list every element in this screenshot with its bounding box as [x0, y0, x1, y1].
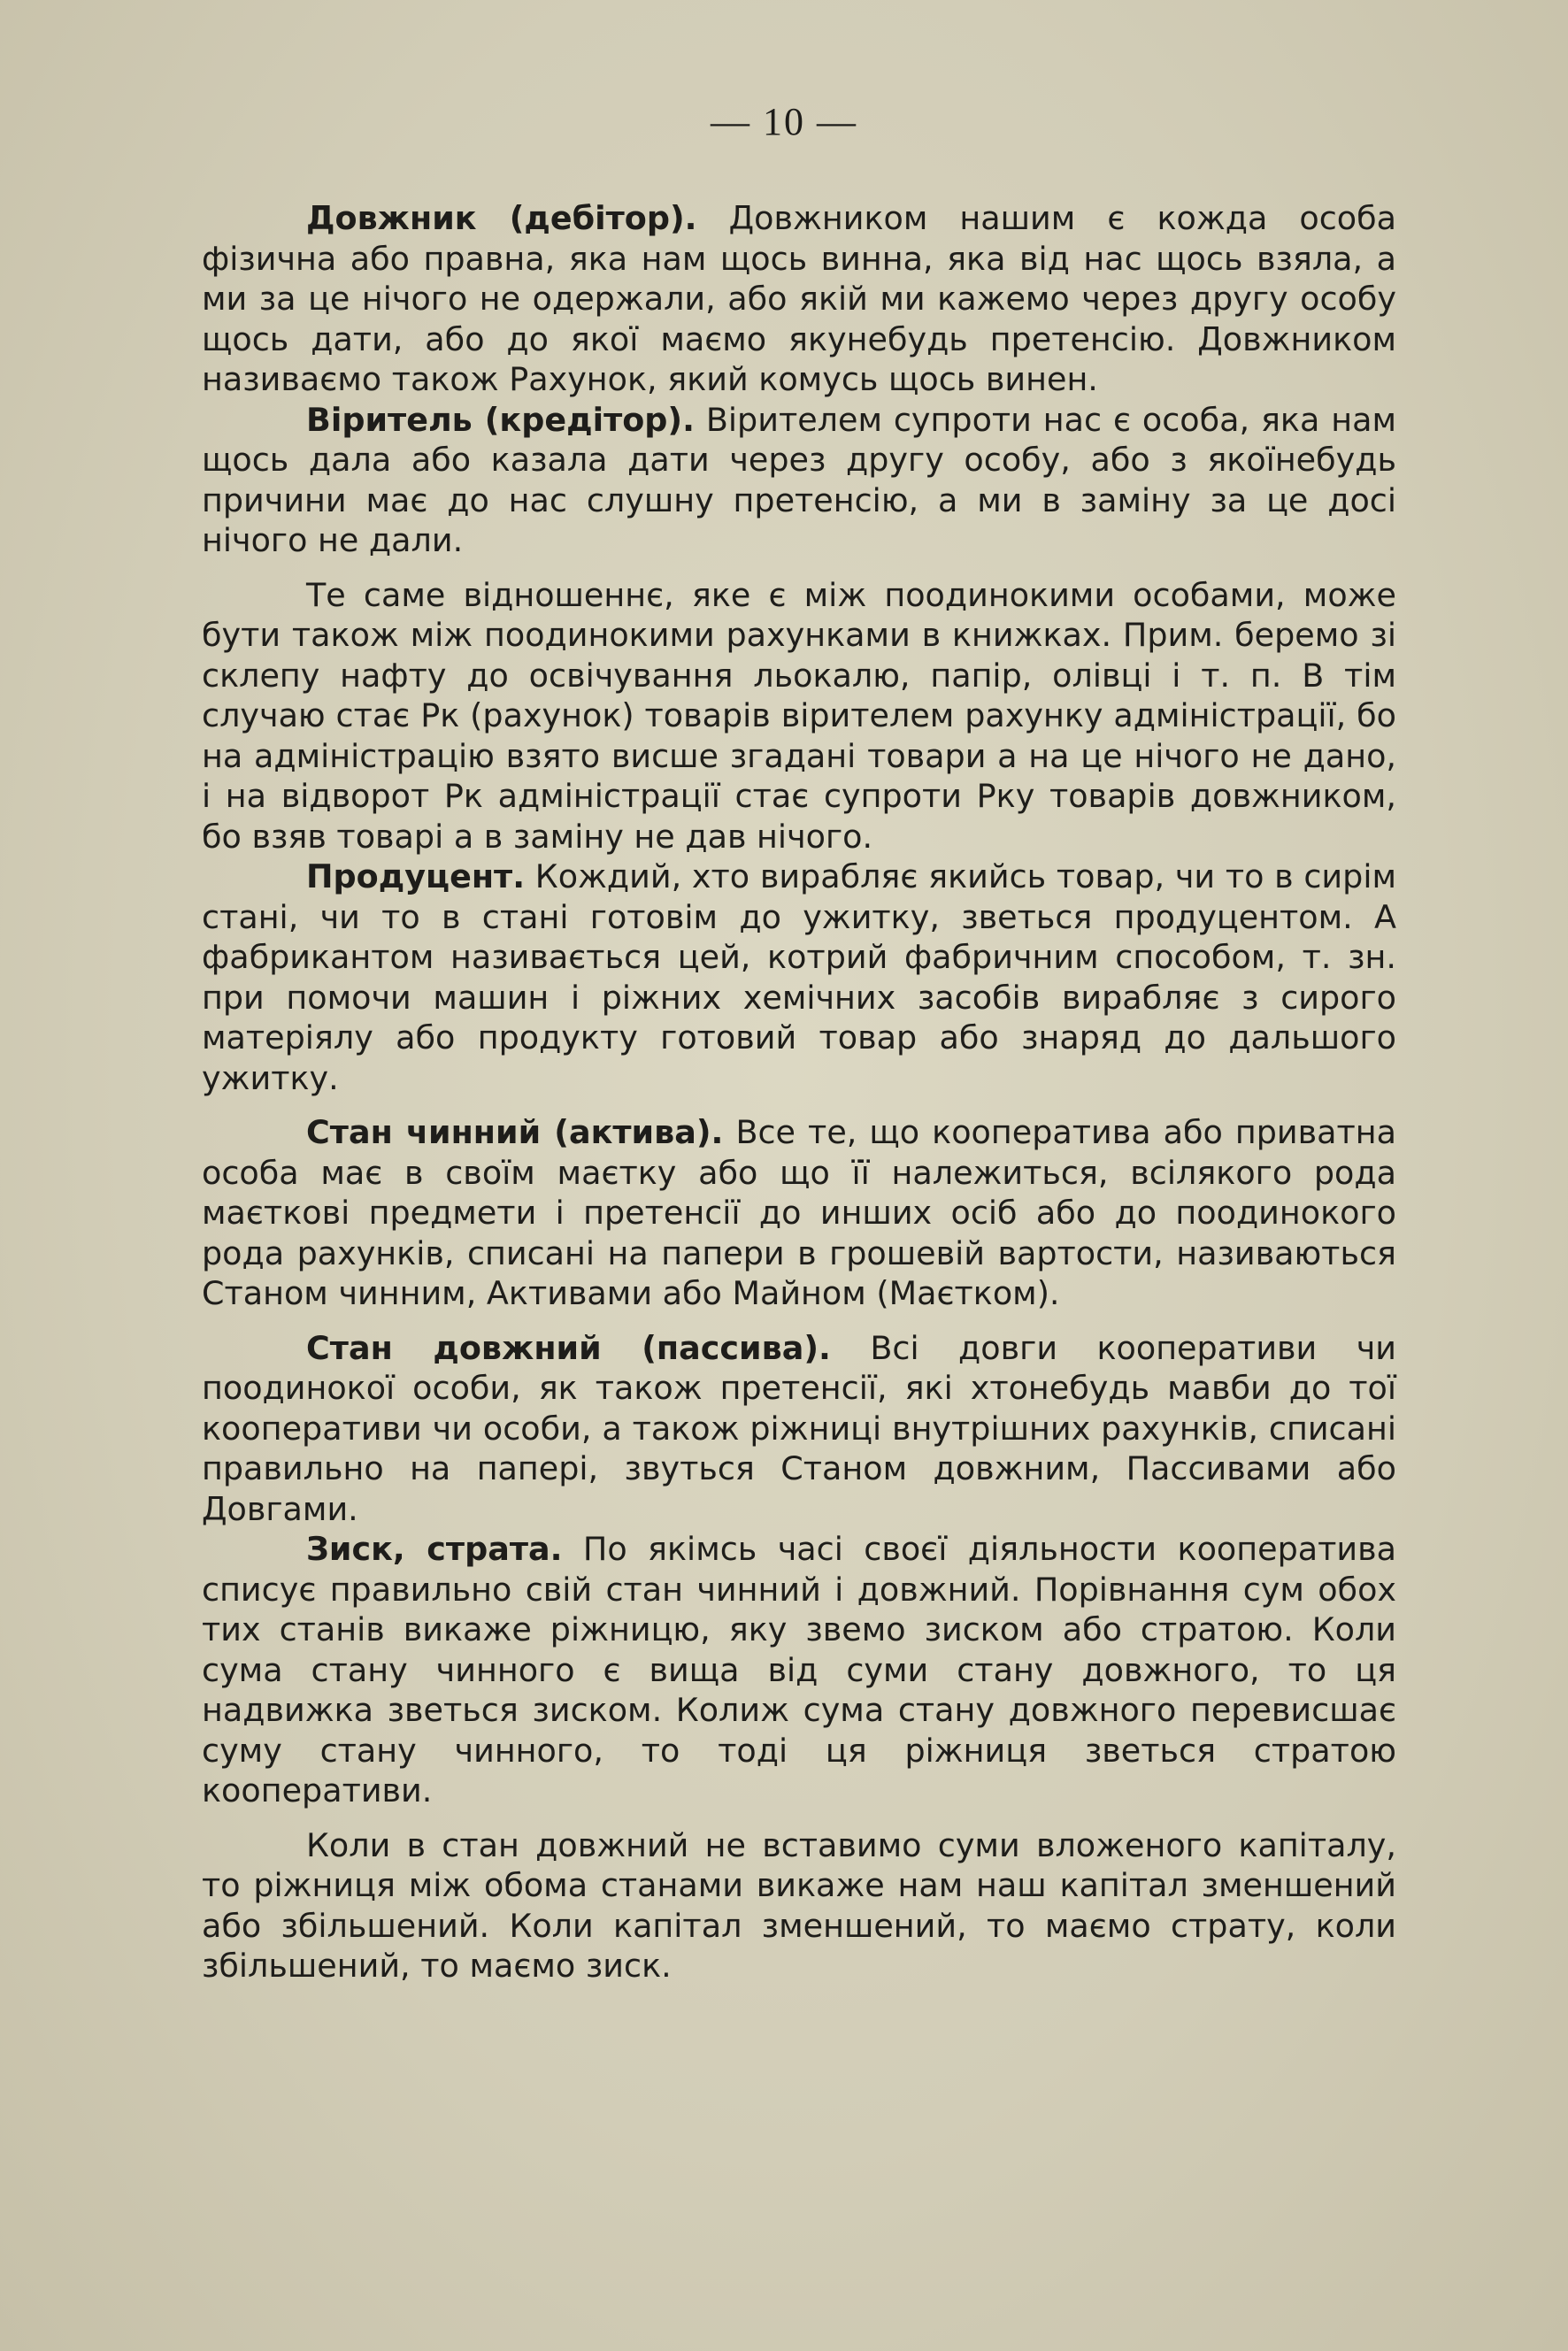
term-heading: Зиск, страта.	[306, 1530, 563, 1568]
paragraph-text: Кождий, хто вирабляє якийсь товар, чи то в сирім стані, чи то в стані готовім до ужитку, зветься продуцентом. А фабрикантом називається цей, котрий фабричним способом, т. зн. при помочи машин і ріжних хемічних засобів вирабляє з сирого матеріялу або продукту готовий товар або знаряд до дальшого ужитку.	[202, 857, 1396, 1097]
term-heading: Продуцент.	[306, 857, 526, 895]
paragraph-zysk-strata	[202, 1529, 1396, 1811]
paragraph-text: Все те, що кооператива або приватна особа має в своїм маєтку або що її належиться, всілякого рода маєткові предмети і претенсії до инших осіб або до поодинокого рода рахунків, списані на папери в грошевій вартости, називаються Станом чинним, Активами або Майном (Маєтком).	[202, 1113, 1397, 1312]
paragraph-produtsent	[202, 857, 1396, 1098]
paragraph-dovzhnyk	[202, 198, 1396, 400]
body-text	[202, 198, 1396, 1986]
paragraph-stan-chynnyi	[202, 1112, 1396, 1314]
paragraph-text: Довжником нашим є кожда особа фізична або правна, яка нам щось винна, яка від нас щось взяла, а ми за це нічого не одержали, або якій ми кажемо через другу особу щось дати, або до якої маємо якунебудь претенсію. Довжником називаємо також Рахунок, який комусь щось винен.	[202, 199, 1396, 398]
paragraph-vyrytel	[202, 400, 1396, 561]
paragraph-text: Вірителем супроти нас є особа, яка нам щось дала або казала дати через другу особу, або з якоїнебудь причини має до нас слушну претенсію, а ми в заміну за це досі нічого не дали.	[202, 400, 1396, 559]
paragraph-stan-dovzhnyi	[202, 1328, 1396, 1530]
term-heading: Віритель (кредітор).	[306, 400, 695, 439]
paragraph-kapital	[202, 1825, 1396, 1986]
paragraph-vidnoshennie	[202, 575, 1396, 857]
term-heading: Стан чинний (актива).	[306, 1113, 724, 1151]
term-heading: Стан довжний (пассива).	[306, 1328, 831, 1367]
paragraph-text: Всі довги кооперативи чи поодинокої особи, як також претенсії, які хтонебудь мавби до тої кооперативи чи особи, а також ріжниці внутрішних рахунків, списані правильно на папері, звуться Станом довжним, Пассивами або Довгами.	[202, 1328, 1397, 1528]
paragraph-text: По якімсь часі своєї діяльности кооператива списує правильно свій стан чинний і довжний. Порівнання сум обох тих станів викаже ріжницю, яку звемо зиском або стратою. Коли сума стану чинного є вища від суми стану довжного, то ця надвижка зветься зиском. Колиж сума стану довжного перевисшає суму стану чинного, то тоді ця ріжниця зветься стратою кооперативи.	[202, 1530, 1396, 1809]
paragraph-text: Те саме відношеннє, яке є між поодинокими особами, може бути також між поодинокими рахунками в книжках. Прим. беремо зі склепу нафту до освічування льокалю, папір, олівці і т. п. В тім случаю стає Рк (рахунок) товарів вірителем рахунку адміністрації, бо на адміністрацію взято висше згадані товари а на це нічого не дано, і на відворот Рк адміністрації стає супроти Рку товарів довжником, бо взяв товарі а в заміну не дав нічого.	[202, 575, 1396, 856]
page-number: — 10 —	[711, 100, 857, 143]
term-heading: Довжник (дебітор).	[306, 199, 697, 237]
paragraph-text: Коли в стан довжний не вставимо суми вложеного капіталу, то ріжниця між обома станами викаже нам наш капітал зменшений або збільшений. Коли капітал зменшений, то маємо страту, коли збільшений, то маємо зиск.	[202, 1825, 1396, 1985]
